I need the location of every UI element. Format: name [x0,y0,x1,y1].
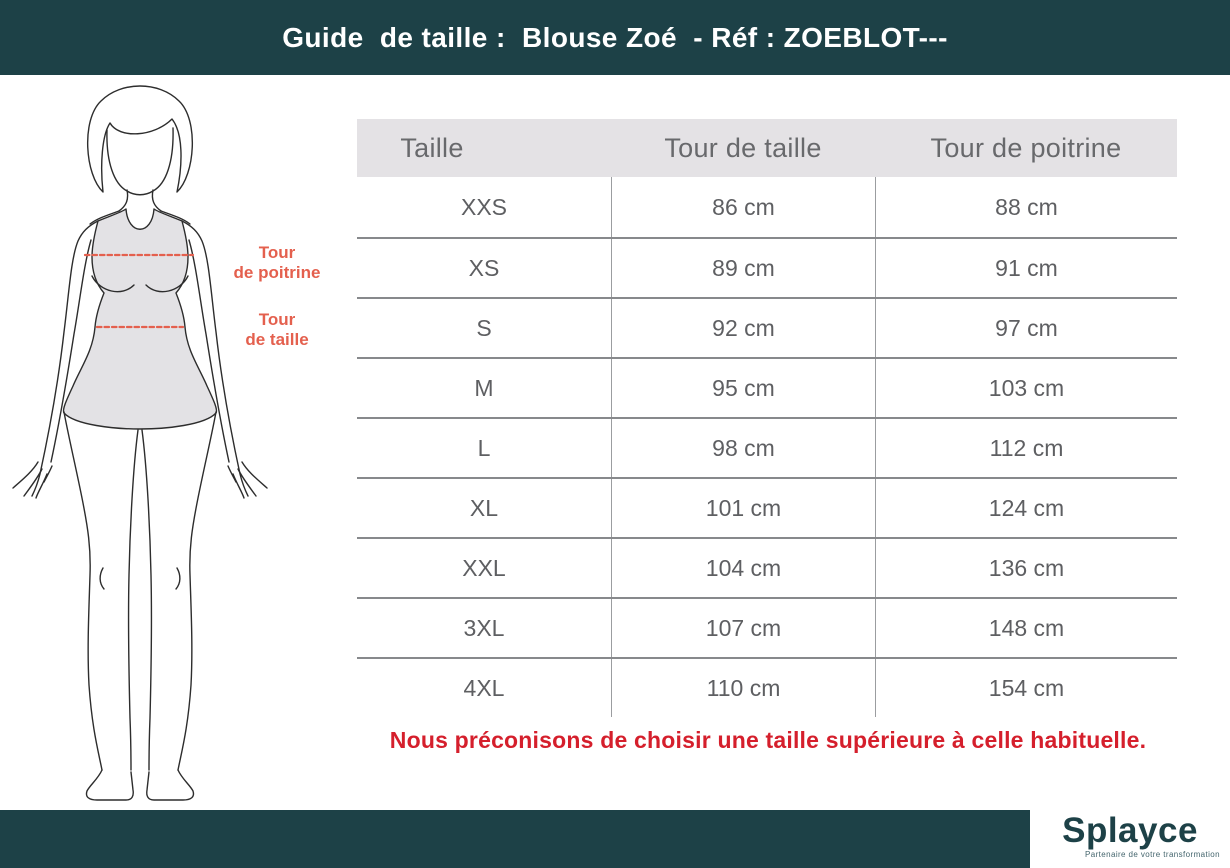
size-cell: XXS [460,193,508,220]
waist-value-cell: 107 cm [611,599,875,657]
waist-value-cell: 98 cm [611,419,875,477]
waist-measure-label [212,310,342,350]
right-leg-outer [178,412,216,770]
right-leg-inner [142,430,151,770]
neck [119,190,128,211]
chest-value-cell: 88 cm [875,177,1177,237]
footer-band [0,810,1030,868]
table-row [357,417,1177,477]
chest-value-cell: 112 cm [875,419,1177,477]
waist-label-line2: de taille [245,330,309,349]
waist-value-cell: 95 cm [611,359,875,417]
table-header-row [357,119,1177,177]
table-row [357,597,1177,657]
chest-label-line1: Tour [258,243,296,262]
chest-value-cell: 124 cm [875,479,1177,537]
column-header-taille: Taille [400,132,464,163]
neck [152,190,161,211]
brand-tagline: Partenaire de votre transformation [1085,850,1220,859]
bodysuit [63,209,216,429]
size-cell: S [476,314,492,341]
size-cell: 4XL [463,674,505,701]
chest-value-cell: 154 cm [875,659,1177,717]
table-row [357,177,1177,237]
size-table [357,119,1177,717]
brand-logo [1030,804,1230,868]
chest-measure-label [212,243,342,283]
body-silhouette-figure [0,78,300,823]
waist-value-cell: 89 cm [611,239,875,297]
waist-label-line1: Tour [258,310,296,329]
brand-name: Splayce [1062,811,1198,850]
chest-value-cell: 136 cm [875,539,1177,597]
size-cell: XXL [462,554,506,581]
waist-value-cell: 92 cm [611,299,875,357]
table-row [357,477,1177,537]
waist-value-cell: 101 cm [611,479,875,537]
chest-value-cell: 148 cm [875,599,1177,657]
size-cell: L [477,434,491,461]
size-advisory-text: Nous préconisons de choisir une taille supérieure à celle habituelle. [389,727,1147,753]
table-row [357,297,1177,357]
size-cell: M [474,374,494,401]
table-row [357,237,1177,297]
chest-label-line2: de poitrine [233,263,321,282]
waist-value-cell: 86 cm [611,177,875,237]
table-body [357,177,1177,717]
table-row [357,357,1177,417]
face [107,128,173,195]
left-leg-inner [129,430,138,770]
waist-value-cell: 104 cm [611,539,875,597]
left-knee-mark [100,568,104,589]
size-cell: 3XL [463,614,505,641]
page-title: Guide de taille : Blouse Zoé - Réf : ZOEBLOT--- [282,21,948,53]
chest-value-cell: 103 cm [875,359,1177,417]
right-foot [147,770,194,800]
column-header-tour-de-taille: Tour de taille [664,132,822,163]
waist-value-cell: 110 cm [611,659,875,717]
table-row [357,657,1177,717]
left-leg-outer [64,412,102,770]
chest-value-cell: 97 cm [875,299,1177,357]
table-row [357,537,1177,597]
chest-value-cell: 91 cm [875,239,1177,297]
column-header-tour-de-poitrine: Tour de poitrine [930,132,1122,163]
right-hand [228,462,267,498]
left-hand [13,462,52,498]
size-cell: XL [469,494,499,521]
size-cell: XS [468,254,500,281]
header-banner [0,0,1230,75]
left-foot [86,770,133,800]
right-knee-mark [176,568,180,589]
